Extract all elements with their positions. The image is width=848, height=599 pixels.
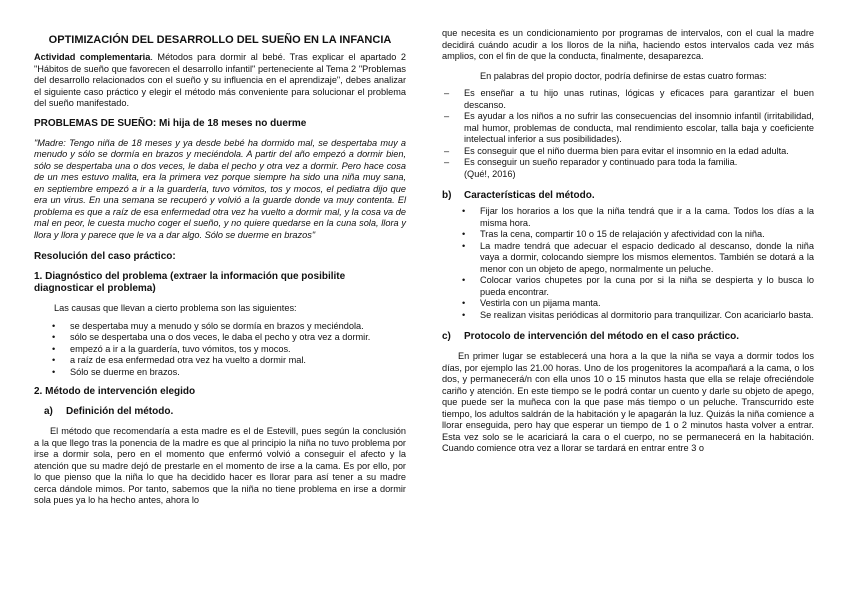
protocol-heading: c) Protocolo de intervención del método en el caso práctico. <box>442 331 740 342</box>
diagnosis-heading: 1. Diagnóstico del problema (extraer la información que posibilite diagnosticar el problema) <box>34 271 346 294</box>
activity-label: Actividad complementaria <box>34 52 151 62</box>
form-item: – Es conseguir un sueño reparador y continuado para toda la familia. <box>444 157 738 167</box>
bullet-icon: • <box>462 229 466 239</box>
dash-icon: – <box>444 157 450 167</box>
form-item: – Es conseguir que el niño duerma bien para evitar el insomnio en la edad adulta. <box>444 145 789 156</box>
characteristic-item: • Se realizan visitas periódicas al dormitorio para tranquilizar. Con acariciarlo basta. <box>462 309 814 320</box>
bullet-icon: • <box>52 320 56 331</box>
document-title: OPTIMIZACIÓN DEL DESARROLLO DEL SUEÑO EN LA INFANCIA <box>48 34 392 46</box>
citation: (Qué!, 2016) <box>464 168 516 179</box>
bullet-icon: • <box>52 343 56 354</box>
activity-text: . Métodos para dormir al bebé. Tras explicar el apartado 2 "Hábitos de sueño que favorecen el desarrollo infantil" perteneciente al Tema 2 "Problemas del desarrollo relacionados con el sueño y su influencia en el aprendizaje", debes analizar el siguiente caso práctico y elegir el método más conveniente para solucionar el problema del sueño manifestado. <box>34 52 406 108</box>
definition-text: El método que recomendaría a esta madre es el de Estevill, pues según la conclusión a la que llego tras la ponencia de la madre es que al principio la niña no tuvo problema por irse a dormir sola, pero en el momento que enfermó volvió a conseguir el afecto y la atención que su madre dejó de prestarle en el momento de irse a la cama. Es por ello, por lo que pienso que la niña lo que ha decidido hacer es llorar para así tener a su madre cerca dándole mimos. Por tanto, sabemos que la niña no tiene problema en irse a dormir sola pues ya lo ha hecho antes, ahora lo <box>34 426 406 505</box>
causes-list <box>52 321 406 379</box>
bullet-icon: • <box>52 355 56 365</box>
bullet-icon: • <box>462 275 466 285</box>
definition-heading: a) Definición del método. <box>44 406 174 417</box>
bullet-icon: • <box>462 240 466 251</box>
forms-list <box>442 88 814 169</box>
bullet-icon: • <box>462 309 466 320</box>
cause-item: • empezó a ir a la guardería, tuvo vómitos, tos y mocos. <box>52 343 291 354</box>
resolution-heading: Resolución del caso práctico: <box>34 251 176 262</box>
mother-quote: "Madre: Tengo niña de 18 meses y ya desde bebé ha dormido mal, se despertaba muy a menudo y sólo se dormía en brazos y meciéndola. A partir del año empezó a dormir bien, sólo se despertaba una o dos veces, le daba el pecho y otra vez a dormir. Pero hace cosa de un mes estuvo malita, era la primera vez porque siempre ha sido una niña muy sana, en septiembre empezó a ir a la guardería, tuvo vómitos, tos y mocos, el pediatra dijo que era un virus. En una semana se recuperó y volvió a la guarde donde va muy contenta. El problema es que a raíz de esa enfermedad otra vez ha vuelto a dormir mal, y la cosa va de mal en peor, le cuesta mucho coger el sueño, y no quiere quedarse en la cuna sola, llora y llora y llora y parece que le va a dar algo. Sólo se duerme en brazos" <box>34 137 406 240</box>
problem-heading: PROBLEMAS DE SUEÑO: Mi hija de 18 meses no duerme <box>34 117 307 129</box>
form-item: – Es enseñar a tu hijo unas rutinas, lógicas y eficaces para garantizar el buen descanso. <box>444 88 814 110</box>
characteristics-list <box>462 206 814 321</box>
protocol-text: En primer lugar se establecerá una hora a la que la niña se vaya a dormir todos los días, por ejemplo las 21.00 horas. Uno de los progenitores la acompañará a la cama, o los dos, y permanecerá/n con ella unos 10 o 15 minutos hasta que ella se relaje ofreciéndole cariño y atención. En este tiempo se le podrá contar un cuento y darle su objeto de apego, que puede ser la muñeca con la que pase más tiempo o un peluche. Transcurrido este tiempo, los adultos saldrán de la habitación y le apagarán la luz. Quizás la niña comience a llorar enseguida, pero hay que esperar un tiempo de 1 o 2 minutos hasta volver a entrar. Esta vez solo se le acariciará la cara o el cuerpo, no se permanecerá en la habitación. Cuando comience otra vez a llorar se tardará en entrar entre 3 o <box>442 351 814 453</box>
causes-intro: Las causas que llevan a cierto problema son las siguientes: <box>54 303 297 313</box>
characteristics-heading: b) Características del método. <box>442 190 595 201</box>
dash-icon: – <box>444 111 450 121</box>
bullet-icon: • <box>52 366 56 377</box>
continuation-text: que necesita es un condicionamiento por programas de intervalos, con el cual la madre decidirá cuándo acudir a los lloros de la niña, haciendo estos intervalos cada vez más amplios, con el fin de que la conducta, finalmente, desaparezca. <box>442 28 814 61</box>
characteristic-item: • Vestirla con un pijama manta. <box>462 298 601 308</box>
doctor-intro: En palabras del propio doctor, podría definirse de estas cuatro formas: <box>480 70 767 81</box>
cause-item: • a raíz de esa enfermedad otra vez ha vuelto a dormir mal. <box>52 355 306 365</box>
dash-icon: – <box>444 88 450 98</box>
cause-item: • sólo se despertaba una o dos veces, le daba el pecho y otra vez a dormir. <box>52 332 371 342</box>
left-column <box>34 34 406 507</box>
dash-icon: – <box>444 145 450 156</box>
method-heading: 2. Método de intervención elegido <box>34 386 196 397</box>
bullet-icon: • <box>462 298 466 308</box>
characteristic-item: • Tras la cena, compartir 10 o 15 de relajación y afectividad con la niña. <box>462 229 765 239</box>
characteristic-item: • Colocar varios chupetes por la cuna por si la niña se despierta y lo busca lo pueda encontrar. <box>462 275 814 297</box>
form-item: – Es ayudar a los niños a no sufrir las consecuencias del insomnio infantil (irritabilidad, mal humor, problemas de conducta, mal rendimiento escolar, talla baja y coeficiente intelectual inferior a sus posibilidades). <box>444 111 814 144</box>
right-column <box>442 28 814 455</box>
bullet-icon: • <box>52 332 56 342</box>
bullet-icon: • <box>462 206 466 216</box>
characteristic-item: • Fijar los horarios a los que la niña tendrá que ir a la cama. Todos los días a la misma hora. <box>462 206 814 228</box>
cause-item: • se despertaba muy a menudo y sólo se dormía en brazos y meciéndola. <box>52 320 364 331</box>
activity-paragraph <box>34 52 406 110</box>
cause-item: • Sólo se duerme en brazos. <box>52 366 180 377</box>
characteristic-item: • La madre tendrá que adecuar el espacio dedicado al descanso, donde la niña vaya a dormir, colocando siempre los mismos elementos. También se dotará a la menor con un objeto de apego, normalmente un peluche. <box>462 240 814 274</box>
